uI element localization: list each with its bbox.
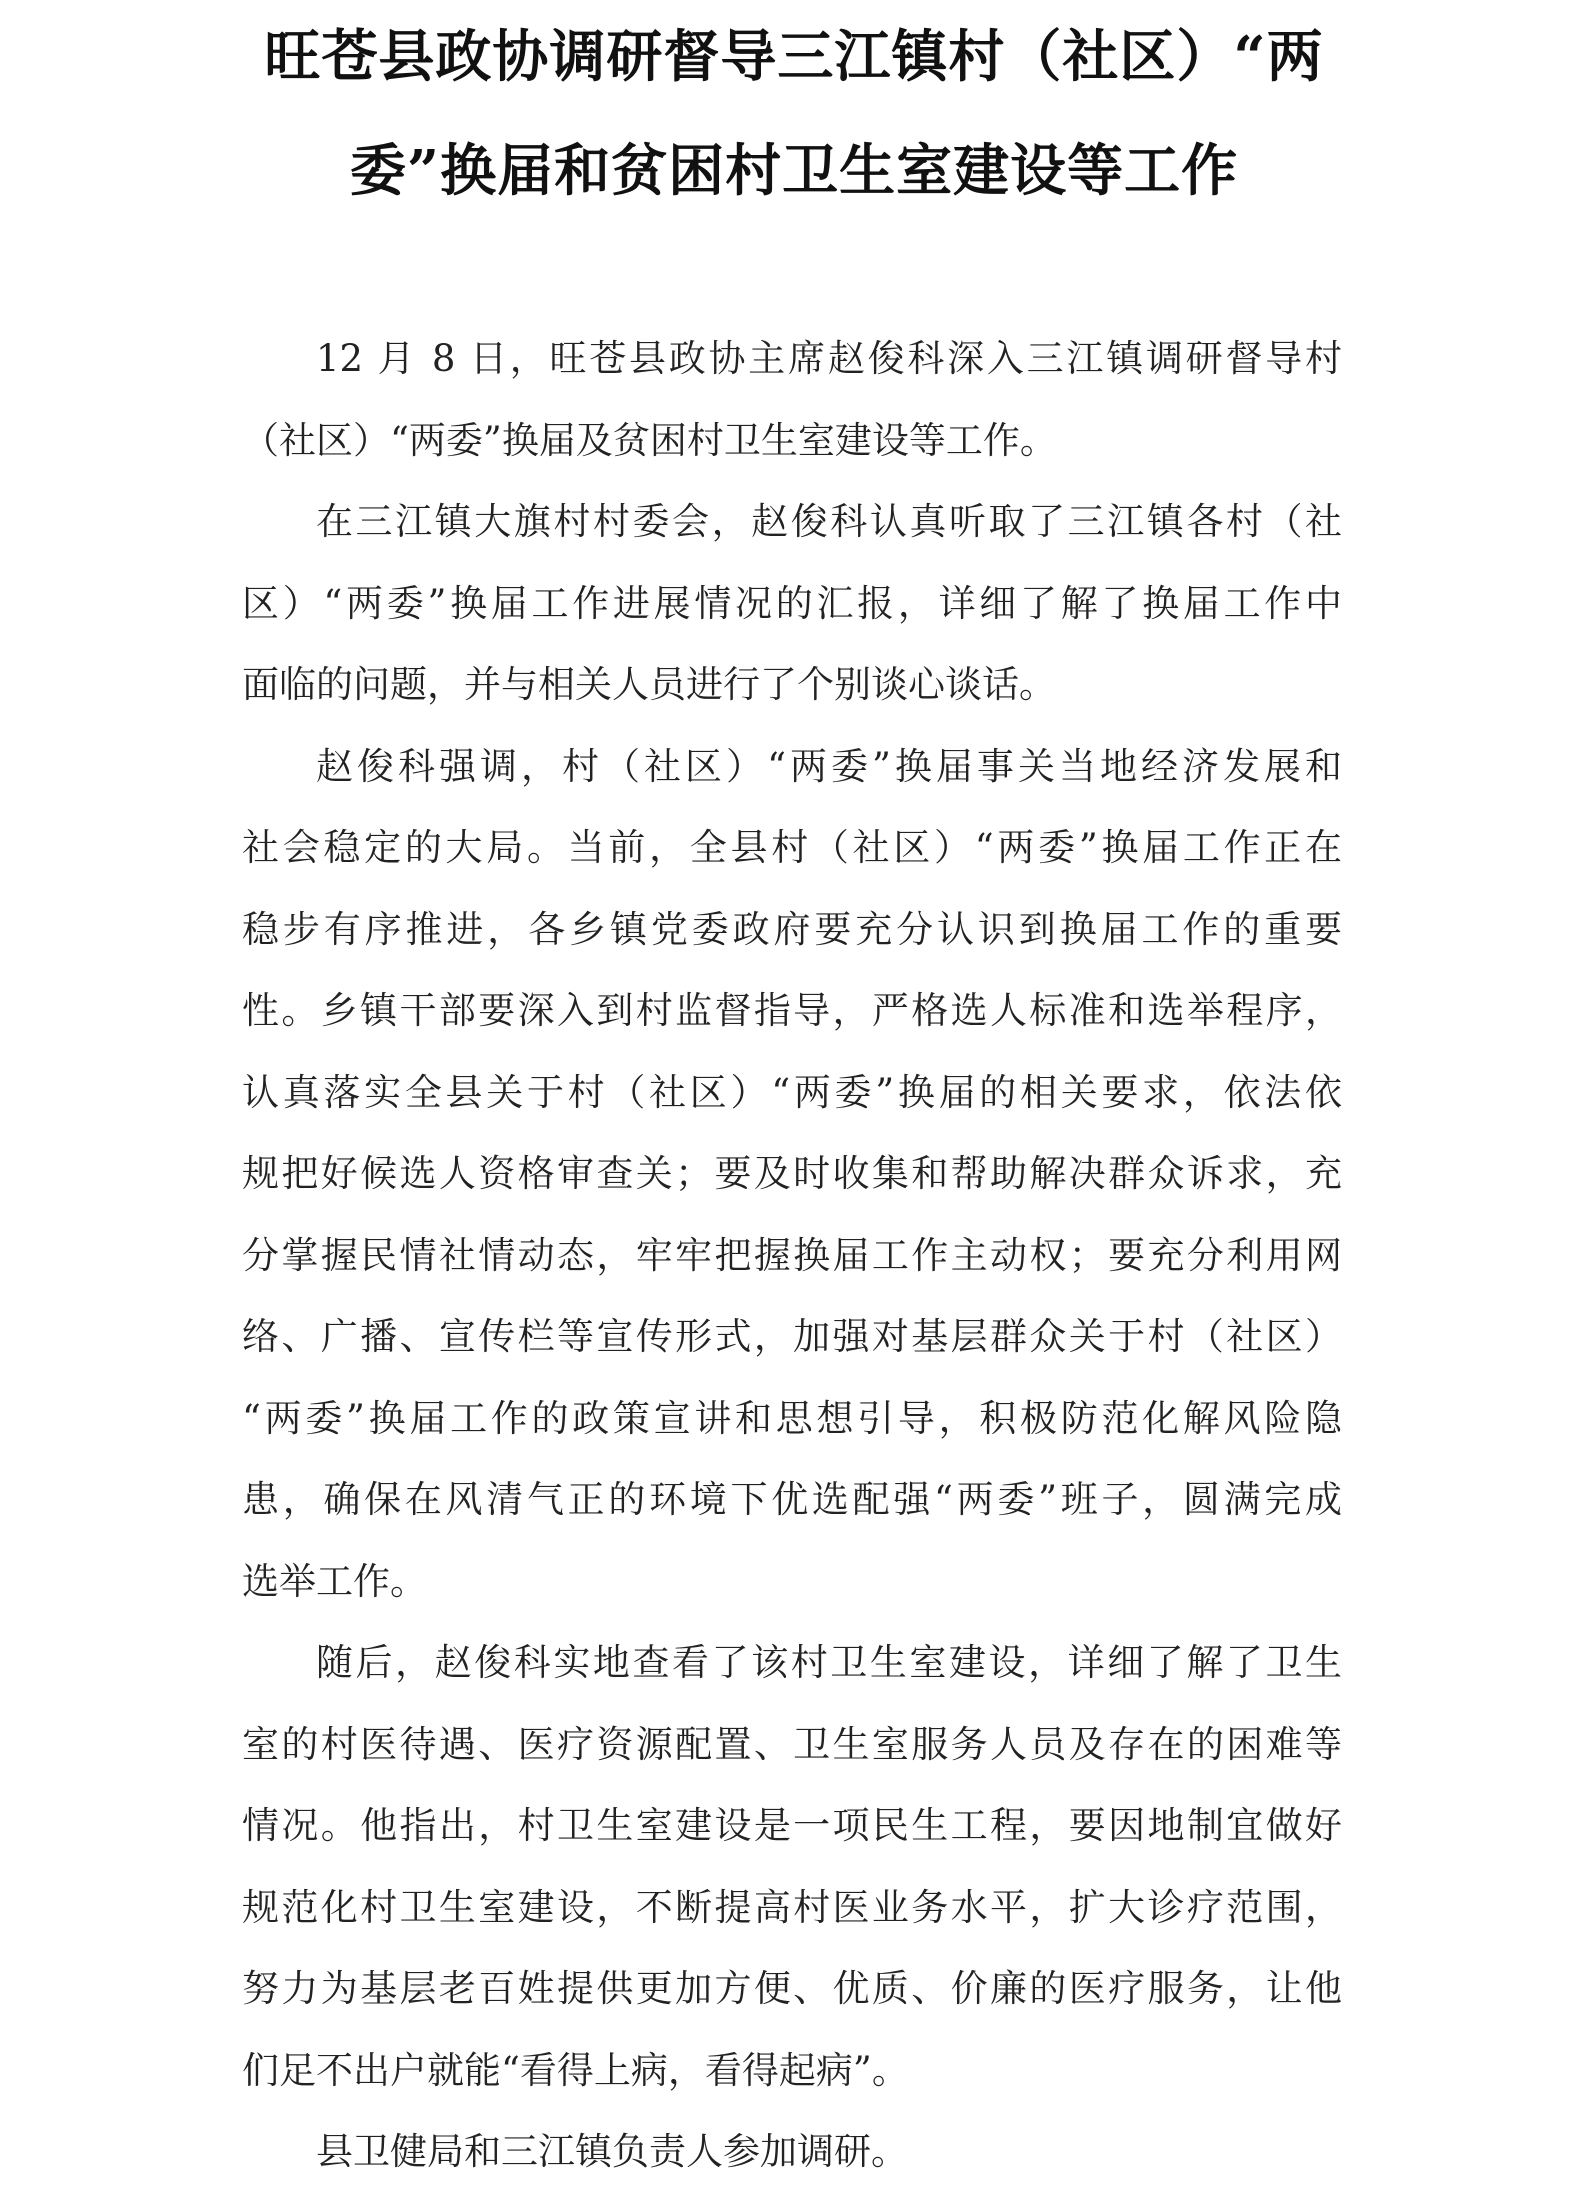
paragraph-3: [242, 726, 1342, 1623]
text-line: 努力为基层老百姓提供更加方便、优质、价廉的医疗服务，让他: [242, 1967, 1342, 2010]
text-line: 12 月 8 日，旺苍县政协主席赵俊科深入三江镇调研督导村: [316, 337, 1342, 380]
text-line: 络、广播、宣传栏等宣传形式，加强对基层群众关于村（社区）: [242, 1315, 1342, 1358]
text-line: 分掌握民情社情动态，牢牢把握换届工作主动权；要充分利用网: [242, 1233, 1342, 1277]
text-line: 选举工作。: [242, 1559, 427, 1603]
text-line: 在三江镇大旗村村委会，赵俊科认真听取了三江镇各村（社: [316, 500, 1342, 543]
paragraph-5: [242, 2111, 1342, 2193]
article-title: [238, 0, 1350, 228]
text-line: 区）“两委”换届工作进展情况的汇报，详细了解了换届工作中: [242, 581, 1342, 625]
text-line: “两委”换届工作的政策宣讲和思想引导，积极防范化解风险隐: [242, 1396, 1342, 1440]
paragraph-2: [242, 481, 1342, 726]
text-line: 随后，赵俊科实地查看了该村卫生室建设，详细了解了卫生: [316, 1641, 1342, 1684]
text-line: 规把好候选人资格审查关；要及时收集和帮助解决群众诉求，充: [242, 1152, 1342, 1195]
article-body: [242, 318, 1342, 2193]
text-line: 性。乡镇干部要深入到村监督指导，严格选人标准和选举程序，: [242, 989, 1342, 1032]
text-line: （社区）“两委”换届及贫困村卫生室建设等工作。: [242, 418, 1057, 462]
text-line: 室的村医待遇、医疗资源配置、卫生室服务人员及存在的困难等: [242, 1722, 1342, 1766]
text-line: 面临的问题，并与相关人员进行了个别谈心谈话。: [242, 663, 1056, 706]
text-line: 情况。他指出，村卫生室建设是一项民生工程，要因地制宜做好: [242, 1804, 1342, 1847]
title-line: 委”换届和贫困村卫生室建设等工作: [349, 138, 1239, 204]
text-line: 患，确保在风清气正的环境下优选配强“两委”班子，圆满完成: [242, 1478, 1342, 1521]
text-line: 县卫健局和三江镇负责人参加调研。: [316, 2130, 908, 2173]
text-line: 社会稳定的大局。当前，全县村（社区）“两委”换届工作正在: [242, 826, 1342, 869]
text-line: 们足不出户就能“看得上病，看得起病”。: [242, 2048, 909, 2092]
text-line: 稳步有序推进，各乡镇党委政府要充分认识到换届工作的重要: [242, 907, 1342, 951]
paragraph-1: [242, 318, 1342, 481]
text-line: 规范化村卫生室建设，不断提高村医业务水平，扩大诊疗范围，: [242, 1885, 1342, 1929]
text-line: 赵俊科强调，村（社区）“两委”换届事关当地经济发展和: [316, 744, 1342, 788]
title-line: 旺苍县政协调研督导三江镇村（社区）“两: [264, 24, 1324, 90]
text-line: 认真落实全县关于村（社区）“两委”换届的相关要求，依法依: [242, 1070, 1342, 1114]
paragraph-4: [242, 1622, 1342, 2111]
